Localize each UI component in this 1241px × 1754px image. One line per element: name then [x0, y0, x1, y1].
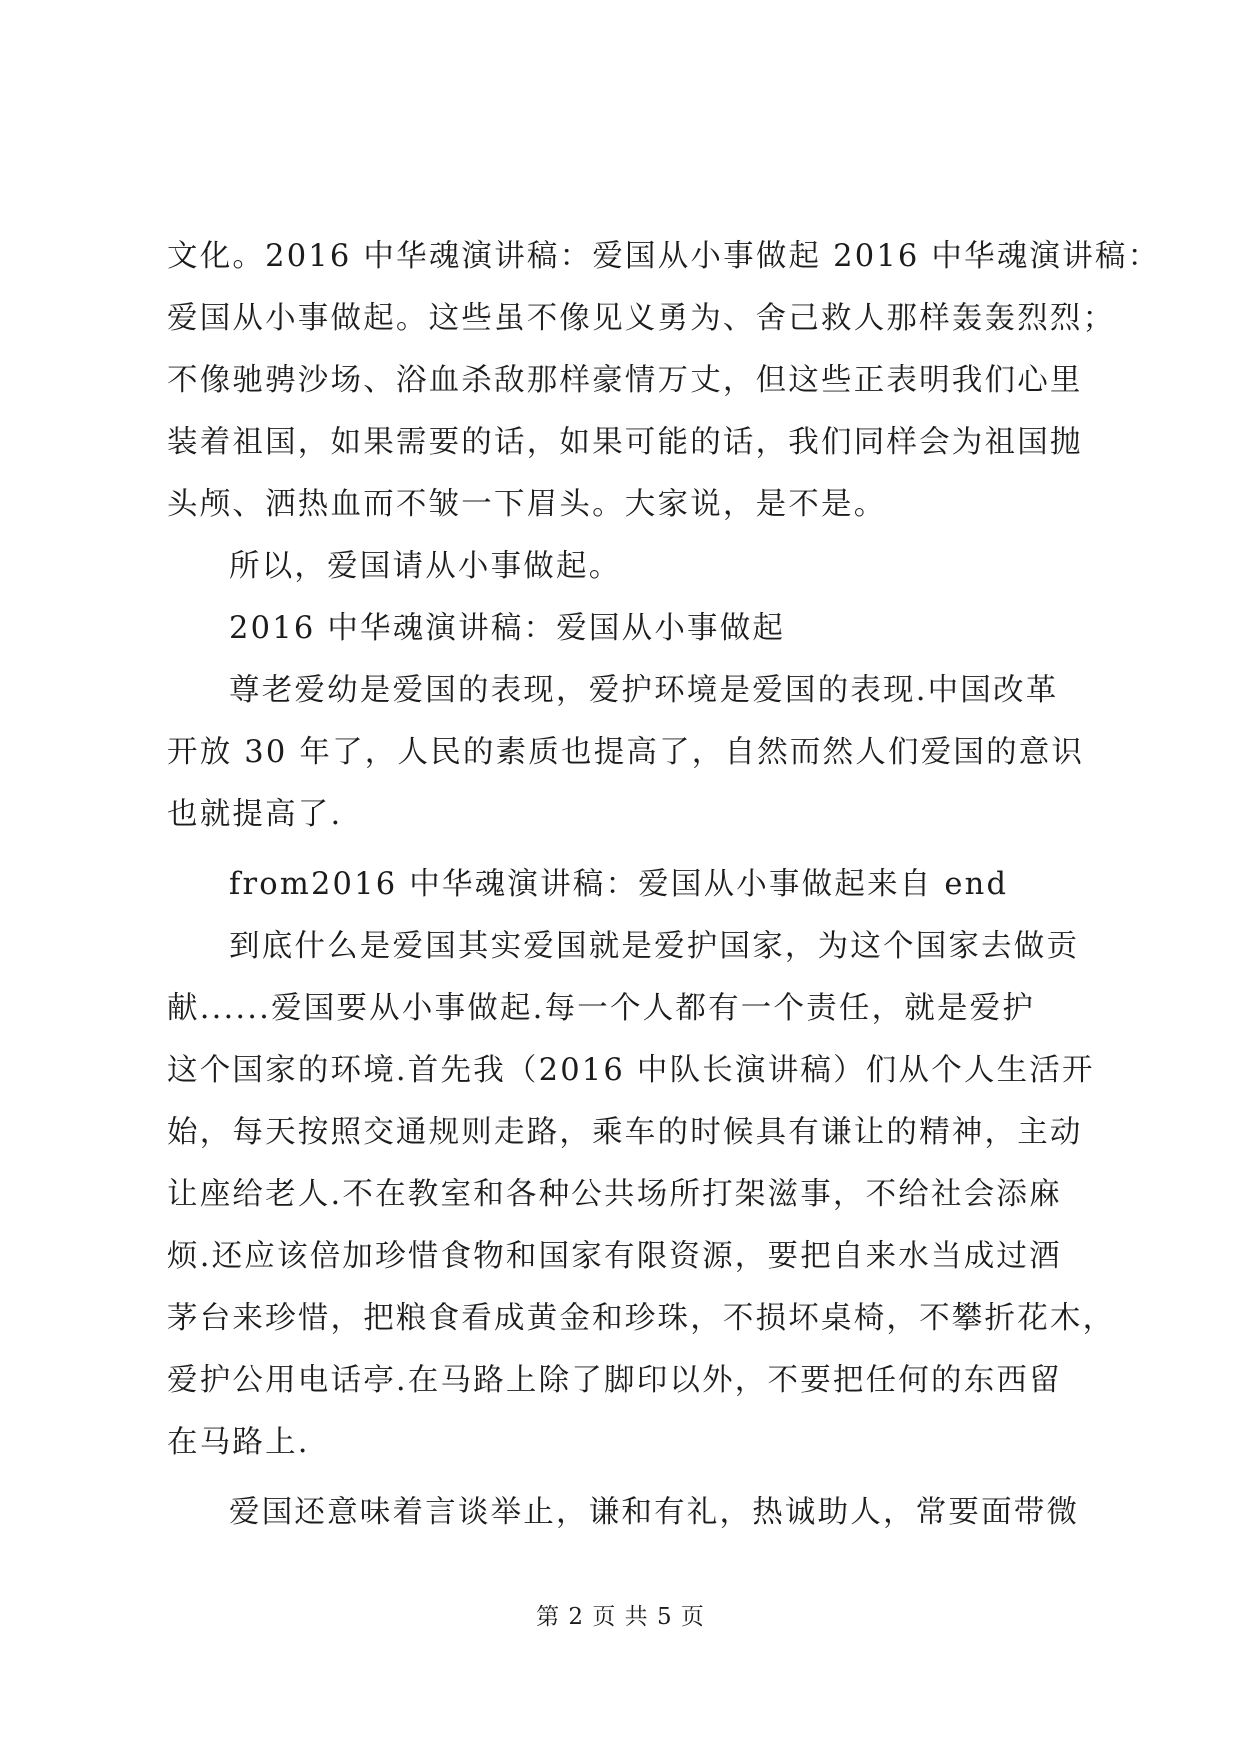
heading-line: 2016 中华魂演讲稿：爱国从小事做起: [229, 611, 786, 646]
text-line: 爱国从小事做起。这些虽不像见义勇为、舍己救人那样轰轰烈烈；: [167, 301, 1116, 336]
paragraph-line: 尊老爱幼是爱国的表现，爱护环境是爱国的表现.中国改革: [229, 673, 1059, 708]
text-line: 也就提高了.: [167, 797, 343, 832]
text-line: 献......爱国要从小事做起.每一个人都有一个责任，就是爱护: [167, 991, 1036, 1026]
paragraph-line: 所以，爱国请从小事做起。: [229, 549, 622, 584]
text-line: 开放 30 年了，人民的素质也提高了，自然而然人们爱国的意识: [167, 735, 1085, 770]
text-line: 爱护公用电话亭.在马路上除了脚印以外，不要把任何的东西留: [167, 1363, 1062, 1398]
text-line: 茅台来珍惜，把粮食看成黄金和珍珠，不损坏桌椅，不攀折花木，: [167, 1301, 1116, 1336]
text-line: 不像驰骋沙场、浴血杀敌那样豪情万丈，但这些正表明我们心里: [167, 363, 1083, 398]
paragraph-line: 爱国还意味着言谈举止，谦和有礼，热诚助人，常要面带微: [229, 1495, 1080, 1530]
page-number: 第 2 页 共 5 页: [536, 1604, 705, 1630]
document-body: [167, 226, 1161, 1544]
page-footer: [0, 1602, 1241, 1632]
text-line: 头颅、洒热血而不皱一下眉头。大家说，是不是。: [167, 487, 887, 522]
text-line: 让座给老人.不在教室和各种公共场所打架滋事，不给社会添麻: [167, 1177, 1062, 1212]
text-line: 始，每天按照交通规则走路，乘车的时候具有谦让的精神，主动: [167, 1115, 1083, 1150]
source-line: from2016 中华魂演讲稿：爱国从小事做起来自 end: [229, 867, 1009, 902]
text-line: 文化。2016 中华魂演讲稿：爱国从小事做起 2016 中华魂演讲稿：: [167, 239, 1161, 274]
text-line: 烦.还应该倍加珍惜食物和国家有限资源，要把自来水当成过酒: [167, 1239, 1062, 1274]
text-line: 在马路上.: [167, 1425, 310, 1460]
text-line: 装着祖国，如果需要的话，如果可能的话，我们同样会为祖国抛: [167, 425, 1083, 460]
text-line: 这个国家的环境.首先我（2016 中队长演讲稿）们从个人生活开: [167, 1053, 1095, 1088]
paragraph-line: 到底什么是爱国其实爱国就是爱护国家，为这个国家去做贡: [229, 929, 1080, 964]
